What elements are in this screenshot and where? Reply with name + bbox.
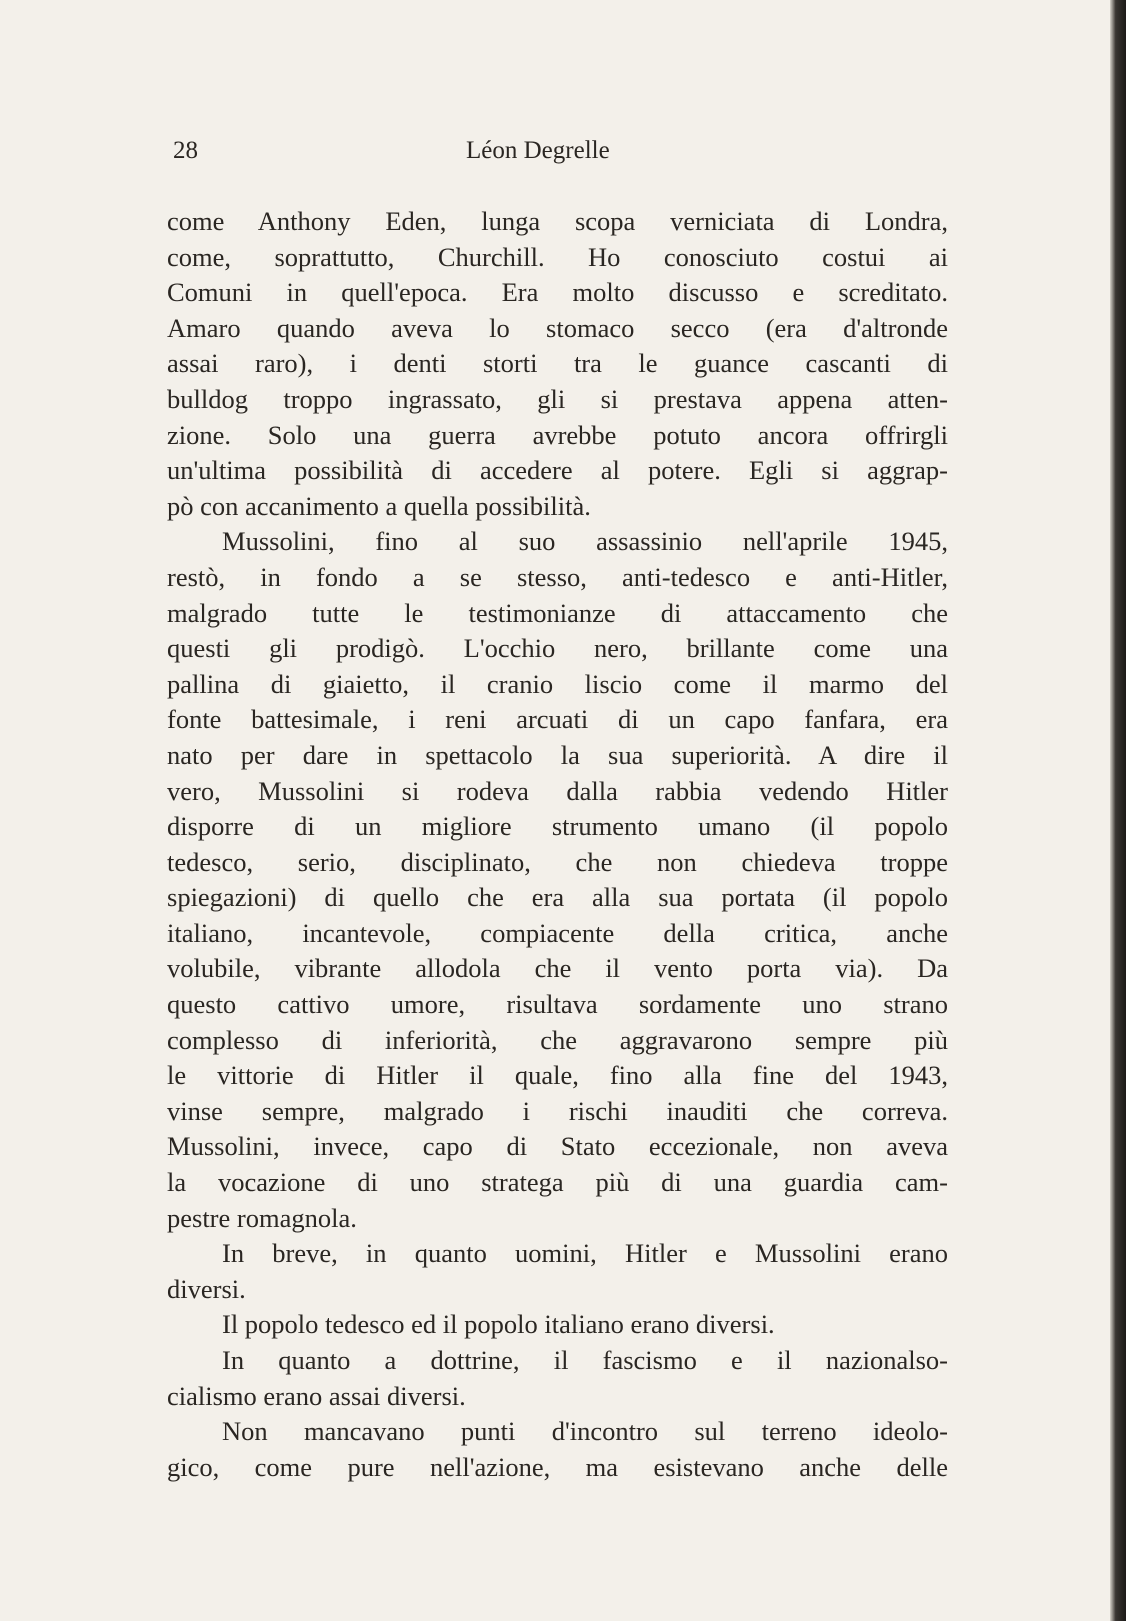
text-line: italiano, incantevole, compiacente della critica, anche	[167, 917, 948, 948]
text-line: disporre di un migliore strumento umano (il popolo	[167, 811, 948, 842]
text-line: Mussolini, invece, capo di Stato eccezionale, non aveva	[167, 1131, 948, 1162]
text-line: le vittorie di Hitler il quale, fino alla fine del 1943,	[167, 1060, 948, 1091]
text-line: Amaro quando aveva lo stomaco secco (era d'altronde	[167, 312, 948, 343]
text-line: restò, in fondo a se stesso, anti-tedesco e anti-Hitler,	[167, 561, 948, 592]
text-line: nato per dare in spettacolo la sua superiorità. A dire il	[167, 739, 948, 770]
text-line: vinse sempre, malgrado i rischi inauditi che correva.	[167, 1095, 948, 1126]
text-line: spiegazioni) di quello che era alla sua portata (il popolo	[167, 882, 948, 913]
text-line: malgrado tutte le testimonianze di attaccamento che	[167, 597, 948, 628]
text-line: In quanto a dottrine, il fascismo e il nazionalso-	[222, 1345, 948, 1375]
text-line: Comuni in quell'epoca. Era molto discusso e screditato.	[167, 277, 948, 308]
text-line: come Anthony Eden, lunga scopa verniciata di Londra,	[167, 206, 948, 236]
text-line: questi gli prodigò. L'occhio nero, brillante come una	[167, 633, 948, 664]
text-line: tedesco, serio, disciplinato, che non chiedeva troppe	[167, 846, 948, 877]
page-number: 28	[173, 137, 198, 164]
text-line: complesso di inferiorità, che aggravarono sempre più	[167, 1024, 948, 1055]
text-line: diversi.	[167, 1273, 246, 1304]
body-text	[167, 204, 948, 1485]
text-line: volubile, vibrante allodola che il vento porta via). Da	[167, 953, 948, 984]
text-line: gico, come pure nell'azione, ma esistevano anche delle	[167, 1451, 948, 1482]
text-line: cialismo erano assai diversi.	[167, 1380, 466, 1411]
text-line: pò con accanimento a quella possibilità.	[167, 490, 591, 521]
page-edge	[1110, 0, 1126, 1621]
text-line: Non mancavano punti d'incontro sul terreno ideolo-	[222, 1416, 948, 1447]
text-line: assai raro), i denti storti tra le guance cascanti di	[167, 348, 948, 379]
text-line: Il popolo tedesco ed il popolo italiano erano diversi.	[222, 1309, 775, 1340]
text-line: questo cattivo umore, risultava sordamente uno strano	[167, 989, 948, 1020]
text-line: come, soprattutto, Churchill. Ho conosciuto costui ai	[167, 241, 948, 272]
text-line: Mussolini, fino al suo assassinio nell'aprile 1945,	[222, 526, 948, 557]
text-line: bulldog troppo ingrassato, gli si prestava appena atten-	[167, 383, 948, 414]
text-line: pestre romagnola.	[167, 1202, 357, 1233]
text-line: fonte battesimale, i reni arcuati di un capo fanfara, era	[167, 704, 948, 735]
text-line: la vocazione di uno stratega più di una guardia cam-	[167, 1167, 948, 1198]
running-head: Léon Degrelle	[466, 137, 610, 164]
text-line: vero, Mussolini si rodeva dalla rabbia vedendo Hitler	[167, 775, 948, 806]
text-line: pallina di giaietto, il cranio liscio come il marmo del	[167, 668, 948, 699]
page-header	[173, 137, 948, 173]
text-line: In breve, in quanto uomini, Hitler e Mussolini erano	[222, 1238, 948, 1269]
text-line: zione. Solo una guerra avrebbe potuto ancora offrirgli	[167, 419, 948, 450]
text-line: un'ultima possibilità di accedere al potere. Egli si aggrap-	[167, 455, 948, 486]
